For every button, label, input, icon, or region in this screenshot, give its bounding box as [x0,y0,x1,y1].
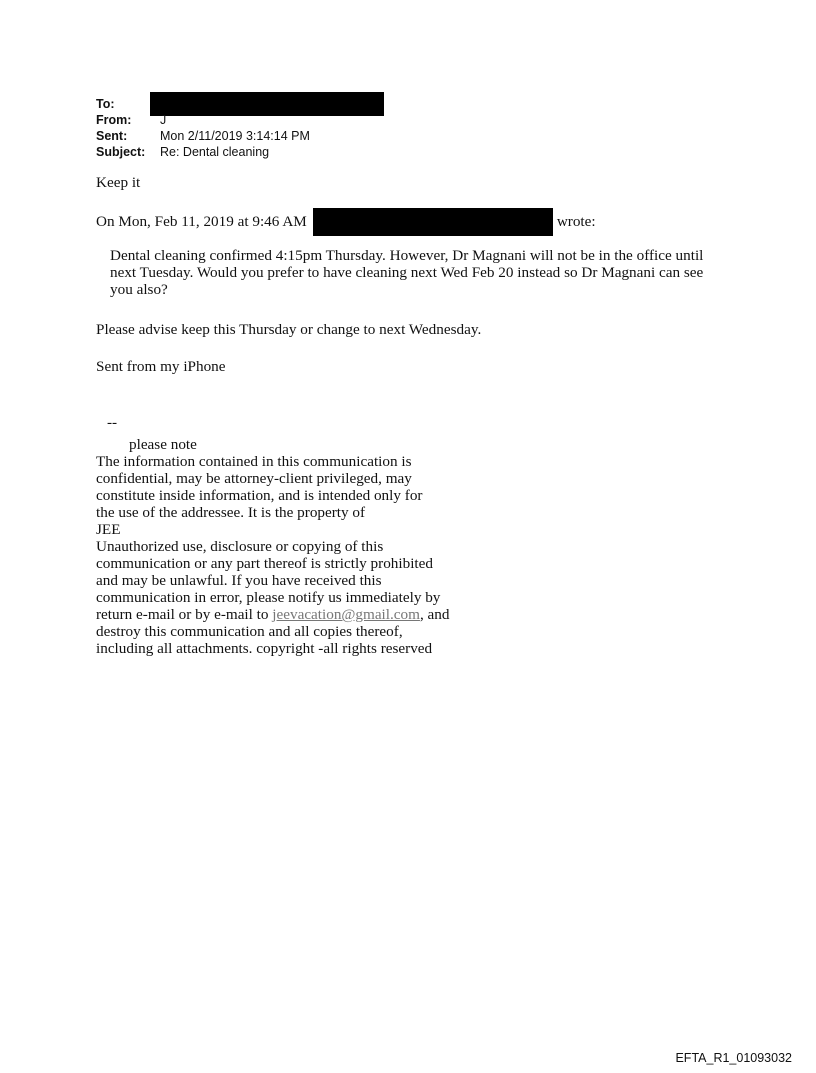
disclaimer-line: destroy this communication and all copies thereof, [96,623,403,640]
disclaimer-line: constitute inside information, and is intended only for [96,487,423,504]
email-header [96,96,384,160]
from-label: From: [96,113,132,127]
disclaimer-line: JEE [96,521,121,538]
disclaimer-line: including all attachments. copyright -all rights reserved [96,640,433,657]
disclaimer-line: confidential, may be attorney-client privileged, may [96,470,412,487]
quote-intro-suffix: wrote: [556,213,596,230]
quote-intro-prefix: On Mon, Feb 11, 2019 at 9:46 AM [96,213,307,230]
disclaimer [96,414,449,657]
disclaimer-line: and may be unlawful. If you have received this [96,572,382,589]
from-value: J [160,113,167,127]
disclaimer-line: communication or any part thereof is strictly prohibited [96,555,433,572]
reply-text: Keep it [96,174,141,191]
disclaimer-line: Unauthorized use, disclosure or copying of this [96,538,384,555]
subject-label: Subject: [96,145,146,159]
sent-label: Sent: [96,129,128,143]
disclaimer-dash: -- [107,414,118,431]
redaction-bar [150,92,384,116]
disclaimer-note: please note [129,436,197,453]
email-prefix: return e-mail or by e-mail to [96,606,273,623]
sent-row [96,128,384,144]
disclaimer-line: the use of the addressee. It is the property of [96,504,366,521]
to-label: To: [96,97,115,111]
sent-value: Mon 2/11/2019 3:14:14 PM [160,129,310,143]
quoted-message: Dental cleaning confirmed 4:15pm Thursday. However, Dr Magnani will not be in the office until next Tuesday. Would you prefer to have cleaning next Wed Feb 20 instead so Dr Magnani can see you also? [110,247,704,298]
advise-text: Please advise keep this Thursday or change to next Wednesday. [96,321,482,338]
disclaimer-line: communication in error, please notify us immediately by [96,589,441,606]
subject-row [96,144,384,160]
quote-intro [96,208,596,236]
subject-value: Re: Dental cleaning [160,145,270,159]
redaction-bar [313,208,553,236]
email-suffix: , and [419,606,450,623]
signature-text: Sent from my iPhone [96,358,226,375]
to-row [96,96,384,112]
email-link[interactable]: jeevacation@gmail.com [272,606,420,623]
disclaimer-email-line [96,606,449,623]
document-id: EFTA_R1_01093032 [675,1051,792,1065]
disclaimer-line: The information contained in this communication is [96,453,412,470]
